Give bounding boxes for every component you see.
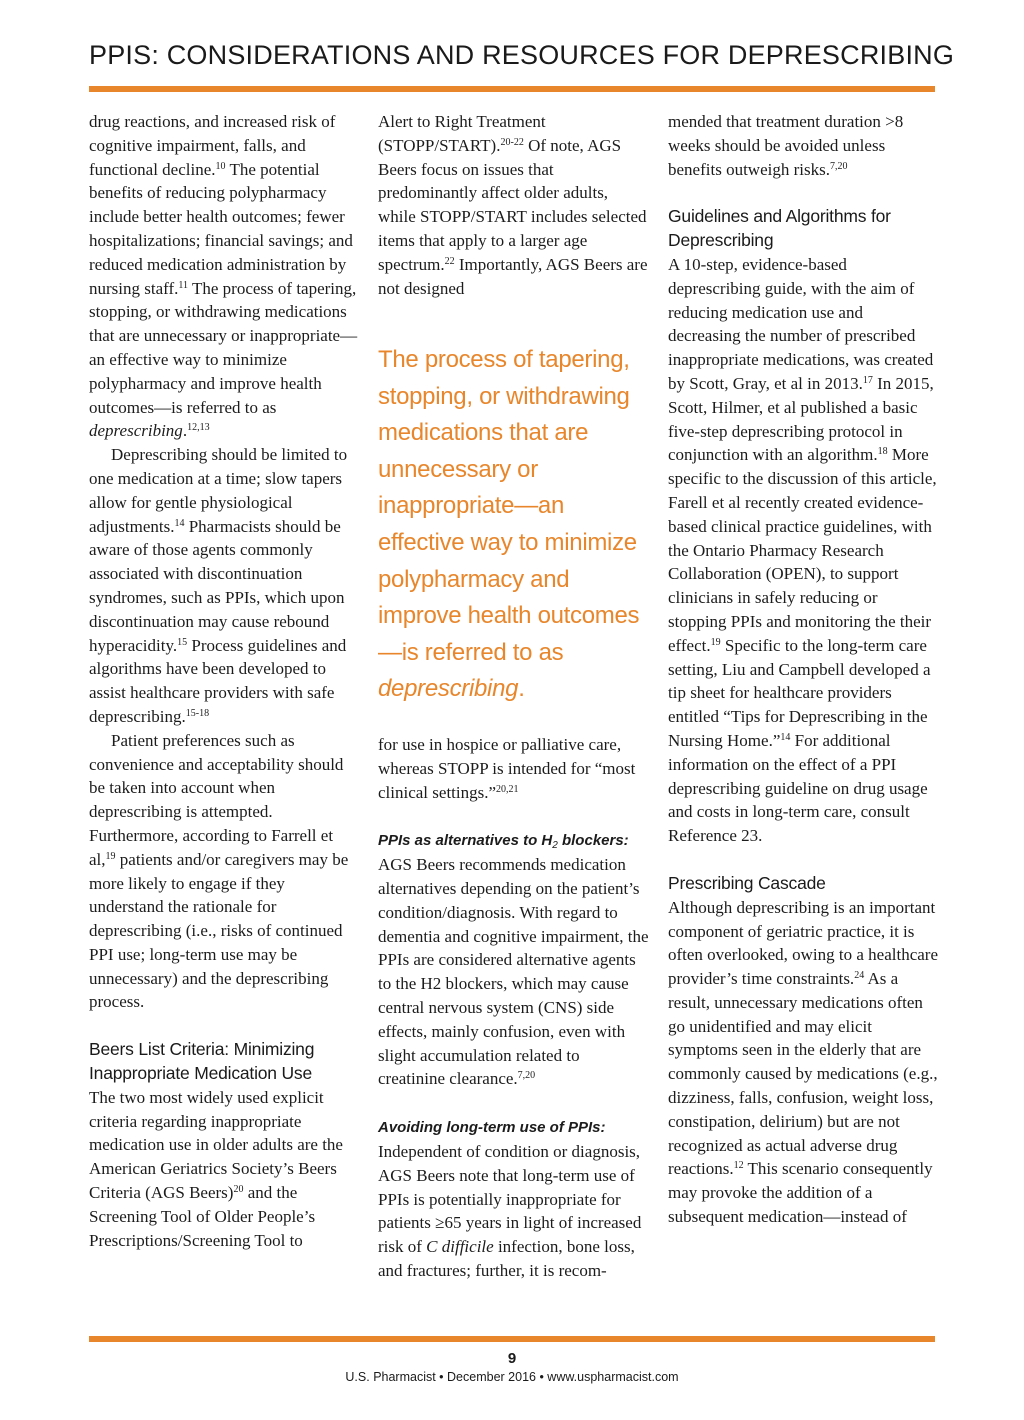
reference-superscript: 17	[862, 374, 873, 386]
run-in-heading-long-term-use: Avoiding long-term use of PPIs:	[378, 1119, 606, 1137]
reference-superscript: 15-18	[185, 707, 210, 719]
reference-superscript: 7,20	[829, 160, 848, 172]
reference-superscript: 12	[733, 1160, 744, 1172]
reference-superscript: 14	[174, 517, 185, 529]
paragraph: mended that treatment duration >8 weeks should be avoided unless benefits outweigh risks.$^{7,20}$	[668, 112, 904, 179]
paragraph: PPIs as alternatives to $H_2$ blockers: AGS Beers recommends medication alternatives depending on the patient’s condition/diagnosis. With regard to dementia and cognitive impairment, the PPIs are considered alternative agents to the H2 blockers, which may cause central nervous system (CNS) side effects, mainly confusion, even with slight accumulation related to creatinine clearance.$^{7,20}$	[378, 832, 649, 1089]
column-2-bottom	[378, 733, 650, 1283]
reference-superscript: 20-22	[500, 136, 524, 148]
reference-superscript: 20	[233, 1184, 244, 1196]
reference-superscript: 11	[178, 279, 189, 291]
header-rule	[89, 86, 935, 92]
column-1	[89, 110, 359, 1252]
footer-info: U.S. Pharmacist • December 2016 • www.uspharmacist.com	[345, 1370, 679, 1384]
reference-superscript: 10	[215, 160, 226, 172]
reference-superscript: 19	[710, 636, 721, 648]
reference-superscript: 24	[854, 970, 865, 982]
reference-superscript: 12,13	[187, 422, 210, 434]
reference-superscript: 22	[444, 255, 455, 267]
section-heading-beers-list: Beers List Criteria: Minimizing Inappropriate Medication Use	[89, 1039, 315, 1084]
reference-superscript: 7,20	[517, 1070, 536, 1082]
page-header-title: PPIS: CONSIDERATIONS AND RESOURCES FOR DEPRESCRIBING	[89, 40, 955, 70]
paragraph: drug reactions, and increased risk of cognitive impairment, falls, and functional decline.$^{10}$ The potential benefits of reducing polypharmacy include better health outcomes; fewer hospitalizations; financial savings; and reduced medication administration by nursing staff.$^{11}$ The process of tapering, stopping, or withdrawing medications that are unnecessary or inappropriate—an effective way to minimize polypharmacy and improve health outcomes—is referred to as deprescribing.$^{12,13}$	[89, 112, 358, 441]
reference-superscript: 19	[105, 850, 116, 862]
paragraph: Deprescribing should be limited to one medication at a time; slow tapers allow for gentle physiological adjustments.$^{14}$ Pharmacists should be aware of those agents commonly associated with discontinuation syndromes, such as PPIs, which upon discontinuation may cause rebound hyperacidity.$^{15}$ Process guidelines and algorithms have been developed to assist healthcare providers with safe deprescribing.$^{15-18}$	[89, 445, 348, 726]
section-heading-prescribing-cascade: Prescribing Cascade	[668, 872, 826, 893]
page-number: 9	[507, 1350, 517, 1367]
section-heading-guidelines: Guidelines and Algorithms for Deprescribing	[668, 206, 891, 251]
footer-rule	[89, 1336, 935, 1342]
reference-superscript: 20,21	[496, 783, 519, 795]
reference-superscript: 15	[177, 636, 188, 648]
paragraph: Avoiding long-term use of PPIs: Independent of condition or diagnosis, AGS Beers note that long-term use of PPIs is potentially inappropriate for patients ≥65 years in light of increased risk of C difficile infection, bone loss, and fractures; further, it is recom-	[378, 1119, 642, 1280]
paragraph: for use in hospice or palliative care, whereas STOPP is intended for “most clinical settings.”$^{20,21}$	[378, 735, 636, 802]
column-3	[668, 110, 938, 1229]
paragraph: Patient preferences such as convenience and acceptability should be taken into account when deprescribing is attempted. Furthermore, according to Farrell et al,$^{19}$ patients and/or caregivers may be more likely to engage if they understand the rationale for deprescribing (i.e., risks of continued PPI use; long-term use may be unnecessary) and the deprescribing process.	[89, 730, 349, 1012]
paragraph: A 10-step, evidence-based deprescribing guide, with the aim of reducing medication use and decreasing the number of prescribed inappropriate medications, was created by Scott, Gray, et al in 2013.17 In 2015, Scott, Hilmer, et al published a basic five-step deprescribing protocol in conjunction with an algorithm.$^{18}$ More specific to the discussion of this article, Farell et al recently created evidence-based clinical practice guidelines, with the Ontario Pharmacy Research Collaboration (OPEN), to support clinicians in safely reducing or stopping PPIs and monitoring the their effect.$^{19}$ Specific to the long-term care setting, Liu and Campbell developed a tip sheet for healthcare providers entitled “Tips for Deprescribing in the Nursing Home.”$^{14}$ For additional information on the effect of a PPI deprescribing guideline on drug usage and costs in long-term care, consult Reference 23.	[668, 254, 937, 846]
run-in-heading-h2-blockers: PPIs as alternatives to $H_2$ blockers:	[378, 832, 629, 852]
column-2-top	[378, 110, 650, 300]
pull-quote: The process of tapering, stopping, or withdrawing medications that are unnecessary or inappropriate—an effective way to minimize polypharmacy and improve health outcomes—is referred to as deprescribing.	[378, 346, 640, 703]
reference-superscript: 18	[877, 446, 888, 458]
reference-superscript: 14	[780, 731, 791, 743]
paragraph: Although deprescribing is an important component of geriatric practice, it is often overlooked, owing to a healthcare provider’s time constraints.$^{24}$ As a result, unnecessary medications often go unidentified and may elicit symptoms seen in the elderly that are commonly caused by medications (e.g., dizziness, falls, confusion, weight loss, constipation, delirium) but are not recognized as actual adverse drug reactions.$^{12}$ This scenario consequently may provoke the addition of a subsequent medication—instead of	[668, 897, 939, 1227]
paragraph: The two most widely used explicit criteria regarding inappropriate medication use in older adults are the American Geriatrics Society’s Beers Criteria (AGS Beers)$^{20}$ and the Screening Tool of Older People’s Prescriptions/Screening Tool to	[89, 1087, 343, 1250]
paragraph: Alert to Right Treatment (STOPP/START).$^{20-22}$ Of note, AGS Beers focus on issues that predominantly affect older adults, while STOPP/START includes selected items that apply to a larger age spectrum.$^{22}$ Importantly, AGS Beers are not designed	[378, 112, 648, 298]
